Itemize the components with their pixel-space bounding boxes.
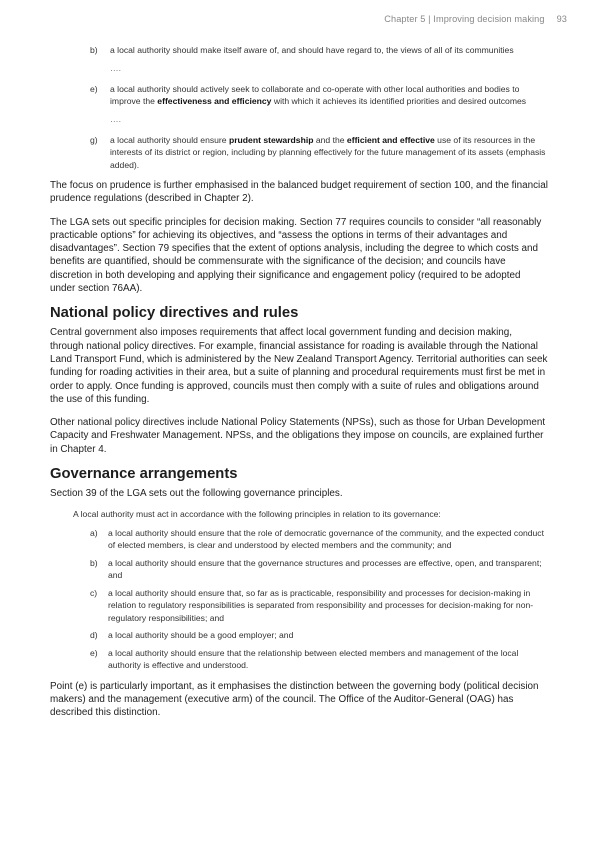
quote-item-label: b)	[90, 45, 98, 55]
paragraph-point-e: Point (e) is particularly important, as it emphasises the distinction between the governing body (political decision makers) and the management (executive arm) of the council. The Office of the Auditor-General (OAG) has described this distinction.	[50, 680, 539, 719]
quote-item-text: a local authority should actively seek to collaborate and co-operate with other local authorities and bodies to improve the	[110, 83, 520, 106]
quote-item-text: a local authority should ensure	[110, 134, 229, 145]
quote-item-text: a local authority should make itself aware of, and should have regard to, the views of all of its communities	[110, 45, 514, 55]
quote-item-label: e)	[90, 83, 98, 94]
governance-item-text: a local authority should be a good employer; and	[108, 630, 294, 641]
governance-item-text: a local authority should ensure that the relationship between elected members and management of the local authority is effective and understood.	[108, 647, 519, 671]
quote-item-text: use of its resources in the interests of its district or region, including by planning effectively for the future management of its assets (emphasis added).	[110, 134, 546, 170]
emphasis-text: efficient and effective	[346, 134, 435, 145]
section-heading-governance: Governance arrangements	[50, 466, 238, 483]
governance-item	[50, 557, 548, 582]
ellipsis: ….	[110, 113, 121, 124]
paragraph-decision-principles: The LGA sets out specific principles for decision making. Section 77 requires councils to consider “all reasonably practicable options” for achieving its objectives, and “assess the options in terms of their advantages and disadvantages”. Section 79 specifies that the extent of options analysis, including the degree to which costs and benefits are quantified, should be commensurate with the significance of the decision; and councils have discretion in both developing and applying their significance and engagement policy (required to be adopted under section 76AA).	[50, 216, 542, 295]
emphasis-text: prudent stewardship	[228, 134, 314, 145]
governance-item	[50, 587, 548, 625]
governance-item-text: a local authority should ensure that the governance structures and processes are effective, open, and transparent; and	[108, 557, 542, 581]
governance-item	[50, 629, 548, 642]
governance-item-label: c)	[90, 587, 98, 598]
quote-item-label: g)	[90, 134, 98, 145]
section-heading-national-policy: National policy directives and rules	[50, 305, 299, 322]
quote-item-g	[50, 134, 548, 172]
governance-item	[50, 647, 548, 672]
governance-item-label: a)	[90, 527, 98, 538]
governance-item-label: d)	[90, 630, 98, 641]
quote-item-text: and the	[313, 134, 347, 145]
chapter-title: Chapter 5 | Improving decision making	[384, 14, 545, 24]
governance-item-text: a local authority should ensure that the role of democratic governance of the community, and the expected conduct of elected members, is clear and understood by elected members and the community; and	[108, 527, 544, 551]
governance-item-text: a local authority should ensure that, so far as is practicable, responsibility and processes for decision-making in relation to regulatory responsibilities is separated from responsibility and processes for decision-making for non-regulatory responsibilities; and	[108, 587, 534, 623]
emphasis-text: effectiveness and efficiency	[157, 96, 272, 106]
paragraph-nps: Other national policy directives include National Policy Statements (NPSs), such as those for Urban Development Capacity and Freshwater Management. NPSs, and the obligations they impose on councils, are explained further in Chapter 4.	[50, 417, 546, 455]
paragraph-prudence: The focus on prudence is further emphasised in the balanced budget requirement of section 100, and the financial prudence regulations (described in Chapter 2).	[50, 180, 548, 205]
governance-item-label: e)	[90, 647, 98, 658]
governance-intro: A local authority must act in accordance with the following principles in relation to its governance:	[73, 509, 441, 520]
paragraph-section-39: Section 39 of the LGA sets out the following governance principles.	[50, 488, 343, 500]
quote-item-e	[50, 83, 548, 108]
ellipsis: ….	[110, 62, 121, 73]
page-content	[50, 44, 548, 730]
governance-item-label: b)	[90, 557, 98, 568]
governance-item	[50, 527, 548, 552]
page-header	[384, 14, 567, 24]
quote-item-text: with which it achieves its identified priorities and desired outcomes	[271, 96, 527, 106]
page-number: 93	[556, 14, 567, 24]
quote-item-b	[50, 44, 548, 57]
paragraph-central-government: Central government also imposes requirements that affect local government funding and decision making, through national policy directives. For example, financial assistance for roading is available through the National Land Transport Fund, which is administered by the New Zealand Transport Agency. Territorial authorities can seek funding for roading activities in their area, but a suite of planning and procedural requirements must first be met in order to apply. Once funding is approved, councils must then comply with a suite of rules and obligations around the use of this funding.	[50, 327, 548, 405]
